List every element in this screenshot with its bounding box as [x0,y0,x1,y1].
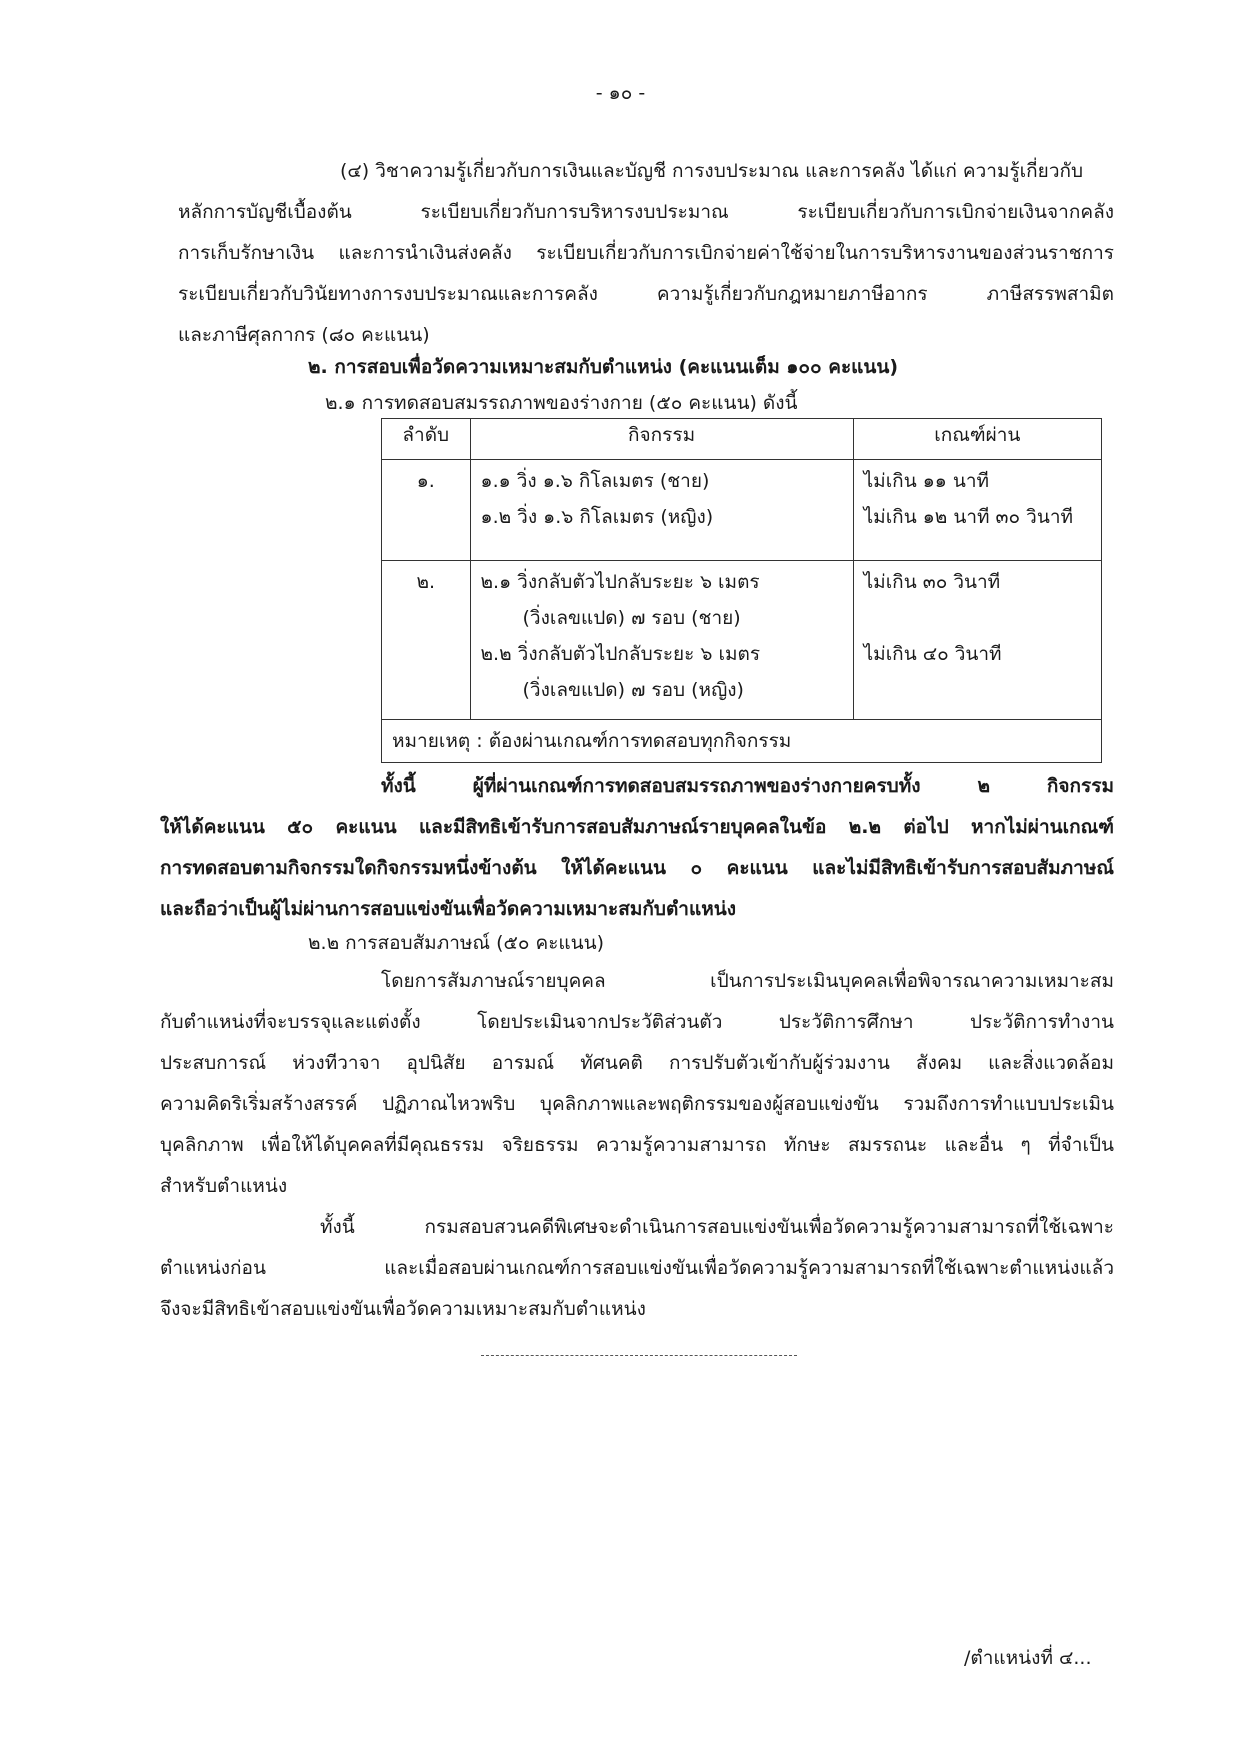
criteria-cell [853,561,1101,720]
criteria-item: ไม่เกิน ๑๑ นาที [863,470,990,492]
criteria-cell [853,460,1101,561]
header-activity: กิจกรรม [470,419,853,460]
activity-item-continued: (วิ่งเลขแปด) ๗ รอบ (ชาย) [522,607,741,629]
heading-2: ๒. การสอบเพื่อวัดความเหมาะสมกับตำแหน่ง (คะแนนเต็ม ๑๐๐ คะแนน) [308,356,899,378]
section4-line-4: ระเบียบเกี่ยวกับวินัยทางการงบประมาณและการคลัง ความรู้เกี่ยวกับกฎหมายภาษีอากร ภาษีสรรพสามิต [178,283,1114,305]
subheading-2-2: ๒.๒ การสอบสัมภาษณ์ (๕๐ คะแนน) [308,932,605,954]
interview-line-1: โดยการสัมภาษณ์รายบุคคล เป็นการประเมินบุคคลเพื่อพิจารณาความเหมาะสม [381,970,1114,992]
activity-cell [470,561,853,720]
criteria-item: ไม่เกิน ๑๒ นาที ๓๐ วินาที [863,506,1074,528]
bold-para-line-3: การทดสอบตามกิจกรรมใดกิจกรรมหนึ่งข้างต้น ให้ได้คะแนน ๐ คะแนน และไม่มีสิทธิเข้ารับการสอบสัมภาษณ์ [160,857,1114,879]
criteria-item: ไม่เกิน ๓๐ วินาที [863,571,1001,593]
header-criteria: เกณฑ์ผ่าน [853,419,1101,460]
row-number: ๒. [382,561,471,720]
table-row [382,460,1102,561]
bold-para-line-2: ให้ได้คะแนน ๕๐ คะแนน และมีสิทธิเข้ารับการสอบสัมภาษณ์รายบุคคลในข้อ ๒.๒ ต่อไป หากไม่ผ่านเกณฑ์ [160,816,1114,838]
activity-item: ๑.๑ วิ่ง ๑.๖ กิโลเมตร (ชาย) [480,470,710,492]
next-page-reference: /ตำแหน่งที่ ๔... [964,1647,1092,1669]
table-header-row [382,419,1102,460]
fitness-table [381,418,1102,763]
final-line-3: จึงจะมีสิทธิเข้าสอบแข่งขันเพื่อวัดความเหมาะสมกับตำแหน่ง [160,1298,646,1320]
interview-line-4: ความคิดริเริ่มสร้างสรรค์ ปฏิภาณไหวพริบ บุคลิกภาพและพฤติกรรมของผู้สอบแข่งขัน รวมถึงการทำแบบประเมิน [160,1093,1114,1115]
bold-para-line-4: และถือว่าเป็นผู้ไม่ผ่านการสอบแข่งขันเพื่อวัดความเหมาะสมกับตำแหน่ง [160,898,736,920]
header-order: ลำดับ [382,419,471,460]
activity-item-continued: (วิ่งเลขแปด) ๗ รอบ (หญิง) [522,679,744,701]
subheading-2-1: ๒.๑ การทดสอบสมรรถภาพของร่างกาย (๕๐ คะแนน) ดังนี้ [325,392,798,414]
criteria-item: ไม่เกิน ๔๐ วินาที [863,643,1002,665]
section4-line-3: การเก็บรักษาเงิน และการนำเงินส่งคลัง ระเบียบเกี่ยวกับการเบิกจ่ายค่าใช้จ่ายในการบริหารงานของส่วนราชการ [178,242,1114,264]
activity-cell [470,460,853,561]
section4-line-2: หลักการบัญชีเบื้องต้น ระเบียบเกี่ยวกับการบริหารงบประมาณ ระเบียบเกี่ยวกับการเบิกจ่ายเงินจากคลัง [178,201,1114,223]
interview-line-3: ประสบการณ์ ห่วงทีวาจา อุปนิสัย อารมณ์ ทัศนคติ การปรับตัวเข้ากับผู้ร่วมงาน สังคม และสิ่งแวดล้อม [160,1052,1114,1074]
activity-item: ๑.๒ วิ่ง ๑.๖ กิโลเมตร (หญิง) [480,506,714,528]
section4-line-5: และภาษีศุลกากร (๘๐ คะแนน) [178,324,430,346]
final-line-2: ตำแหน่งก่อน และเมื่อสอบผ่านเกณฑ์การสอบแข่งขันเพื่อวัดความรู้ความสามารถที่ใช้เฉพาะตำแหน่งแล้ว [160,1257,1114,1279]
interview-line-2: กับตำแหน่งที่จะบรรจุและแต่งตั้ง โดยประเมินจากประวัติส่วนตัว ประวัติการศึกษา ประวัติการทำงาน [160,1011,1114,1033]
table-note: หมายเหตุ : ต้องผ่านเกณฑ์การทดสอบทุกกิจกรรม [382,720,1102,763]
activity-item: ๒.๒ วิ่งกลับตัวไปกลับระยะ ๖ เมตร [480,643,761,665]
final-line-1: ทั้งนี้ กรมสอบสวนคดีพิเศษจะดำเนินการสอบแข่งขันเพื่อวัดความรู้ความสามารถที่ใช้เฉพาะ [320,1216,1114,1238]
activity-item: ๒.๑ วิ่งกลับตัวไปกลับระยะ ๖ เมตร [480,571,760,593]
section-divider [481,1355,797,1356]
section4-line-1: (๔) วิชาความรู้เกี่ยวกับการเงินและบัญชี การงบประมาณ และการคลัง ได้แก่ ความรู้เกี่ยวกับ [340,160,1084,182]
table-note-row [382,720,1102,763]
interview-line-6: สำหรับตำแหน่ง [160,1175,288,1197]
interview-line-5: บุคลิกภาพ เพื่อให้ได้บุคคลที่มีคุณธรรม จริยธรรม ความรู้ความสามารถ ทักษะ สมรรถนะ และอื่น ๆ ที่จำเป็น [160,1134,1114,1156]
table-row [382,561,1102,720]
bold-para-line-1: ทั้งนี้ ผู้ที่ผ่านเกณฑ์การทดสอบสมรรถภาพของร่างกายครบทั้ง ๒ กิจกรรม [381,775,1114,797]
row-number: ๑. [382,460,471,561]
page-number: - ๑๐ - [595,82,646,104]
